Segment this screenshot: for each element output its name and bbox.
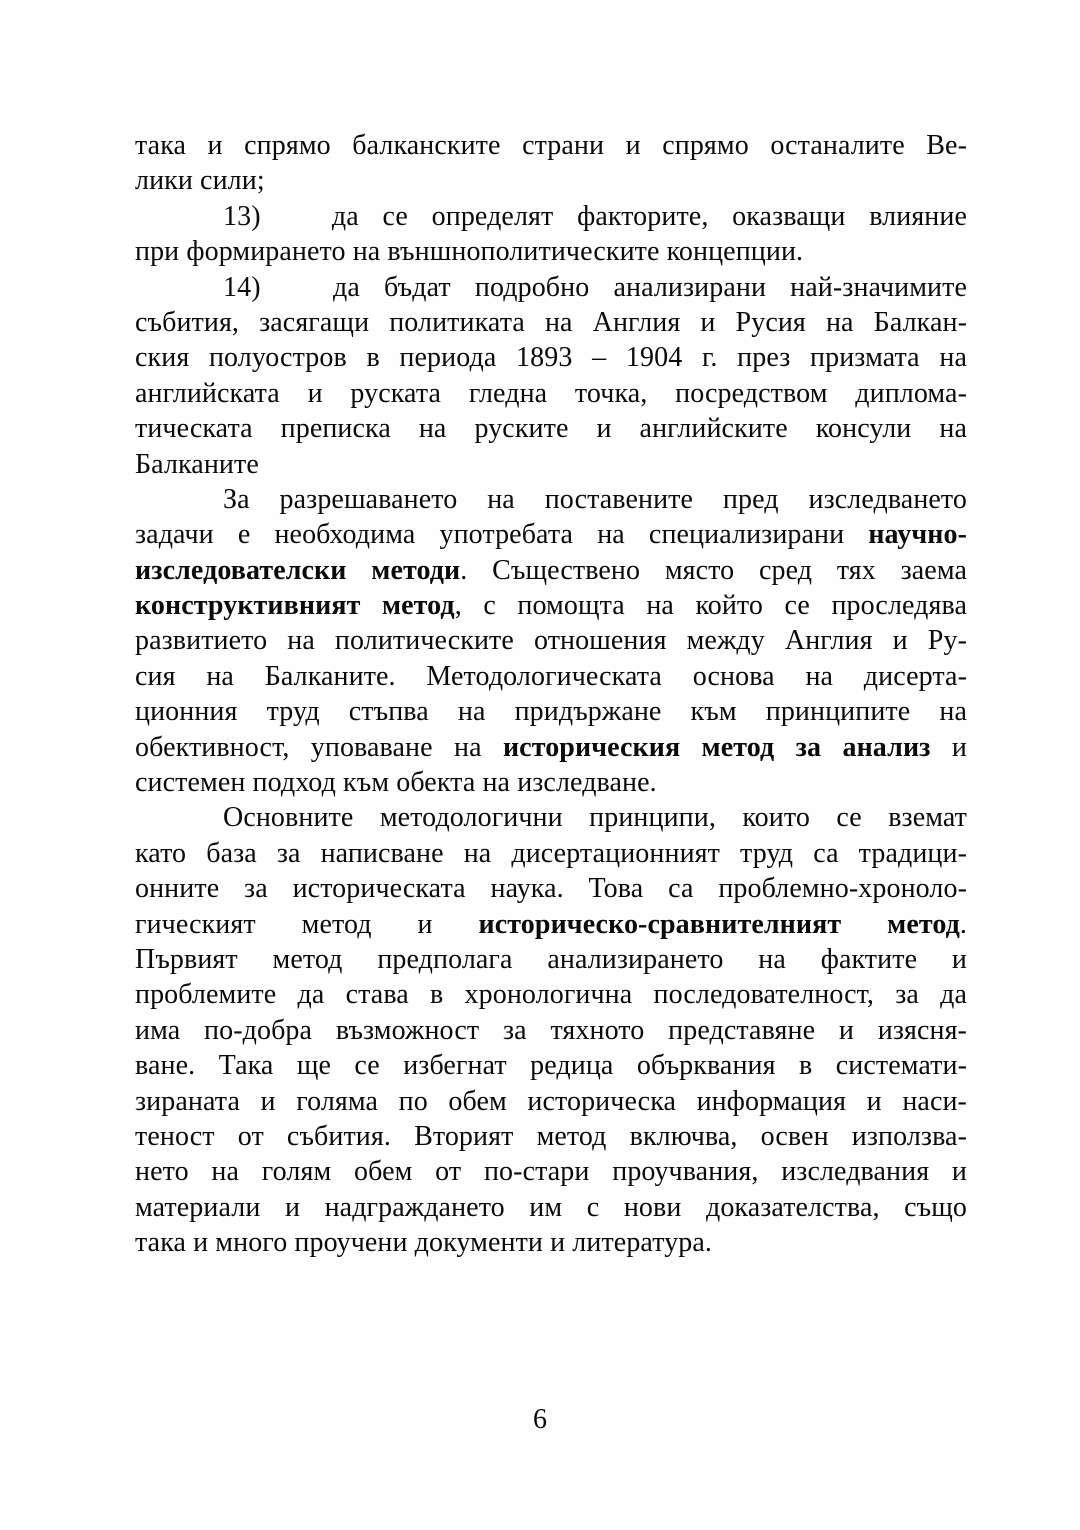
text-line [135,1154,967,1189]
text-segment: , с помощта на който се проследява [454,590,967,622]
text-segment: зираната и голяма по обем историческа информация и наси- [135,1085,967,1117]
text-segment: . [959,908,968,940]
text-line [135,907,967,942]
text-segment: онните за историческата наука. Това са проблемно-хроноло- [135,873,967,905]
text-line [135,871,967,906]
text-line [135,553,967,588]
text-line [135,447,967,482]
text-line [135,163,967,198]
text-segment: задачи е необходима употребата на специализирани [135,519,869,551]
text-line [135,765,967,800]
text-line [135,128,967,163]
text-segment: За разрешаването на поставените пред изследването [223,483,967,515]
text-segment: обективност, уповаване на [135,731,503,763]
text-segment: 14) да бъдат подробно анализирани най-значимите [223,271,967,303]
text-line [135,1119,967,1154]
text-line [135,977,967,1012]
text-line [135,305,967,340]
text-segment: има по-добра възможност за тяхното представяне и изясня- [135,1014,967,1046]
text-line [135,1190,967,1225]
text-line [135,588,967,623]
text-segment: теност от събития. Вторият метод включва, освен използва- [135,1120,967,1152]
body-text [135,128,967,1261]
text-line [135,340,967,375]
text-segment: 13) да се определят факторите, оказващи влияние [223,200,967,232]
text-line [135,482,967,517]
text-segment: и [930,731,967,763]
text-line [135,1013,967,1048]
text-line [135,234,967,269]
text-segment: нето на голям обем от по-стари проучвания, изследвания и [135,1156,967,1188]
bold-text-segment: историческия метод за анализ [502,731,931,763]
bold-text-segment: конструктивният метод [135,590,455,622]
text-line [135,694,967,729]
text-segment: така и спрямо балканските страни и спрямо останалите Ве- [135,130,967,161]
text-line [135,1225,967,1260]
text-segment: . Съществено място сред тях заема [460,554,967,586]
text-segment: ване. Така ще се избегнат редица обърквания в системати- [135,1050,967,1082]
text-line [135,659,967,694]
bold-text-segment: изследователски методи [135,554,461,586]
text-line [135,517,967,552]
text-segment: лики сили; [135,165,265,197]
text-line [135,270,967,305]
text-segment: сия на Балканите. Методологическата основа на дисерта- [135,660,967,692]
text-line [135,1084,967,1119]
text-segment: Балканите [135,448,259,480]
text-line [135,730,967,765]
text-segment: така и много проучени документи и литература. [135,1227,713,1259]
text-line [135,942,967,977]
text-segment: събития, засягащи политиката на Англия и Русия на Балкан- [135,306,967,338]
bold-text-segment: историческо-сравнителният метод [478,908,960,940]
text-line [135,376,967,411]
text-segment: ционния труд стъпва на придържане към принципите на [135,696,967,728]
text-line [135,1048,967,1083]
text-segment: при формирането на външнополитическите концепции. [135,236,804,268]
bold-text-segment: научно- [868,519,967,551]
text-line [135,623,967,658]
text-segment: развитието на политическите отношения между Англия и Ру- [135,625,967,657]
text-segment: като база за написване на дисертационният труд са традици- [135,837,967,869]
text-segment: Първият метод предполага анализирането на фактите и [135,943,967,975]
text-segment: английската и руската гледна точка, посредством диплома- [135,377,967,409]
text-segment: ския полуостров в периода 1893 – 1904 г. през призмата на [135,342,967,374]
text-segment: проблемите да става в хронологична последователност, за да [135,979,967,1011]
text-line [135,411,967,446]
text-segment: тическата преписка на руските и английските консули на [135,413,967,445]
text-line [135,836,967,871]
text-segment: Основните методологични принципи, които се вземат [223,802,967,834]
text-segment: материали и надграждането им с нови доказателства, също [135,1191,967,1223]
page-number: 6 [533,1404,547,1435]
text-line [135,800,967,835]
text-segment: гическият метод и [135,908,479,940]
text-line [135,199,967,234]
text-segment: системен подход към обекта на изследване. [135,767,657,799]
